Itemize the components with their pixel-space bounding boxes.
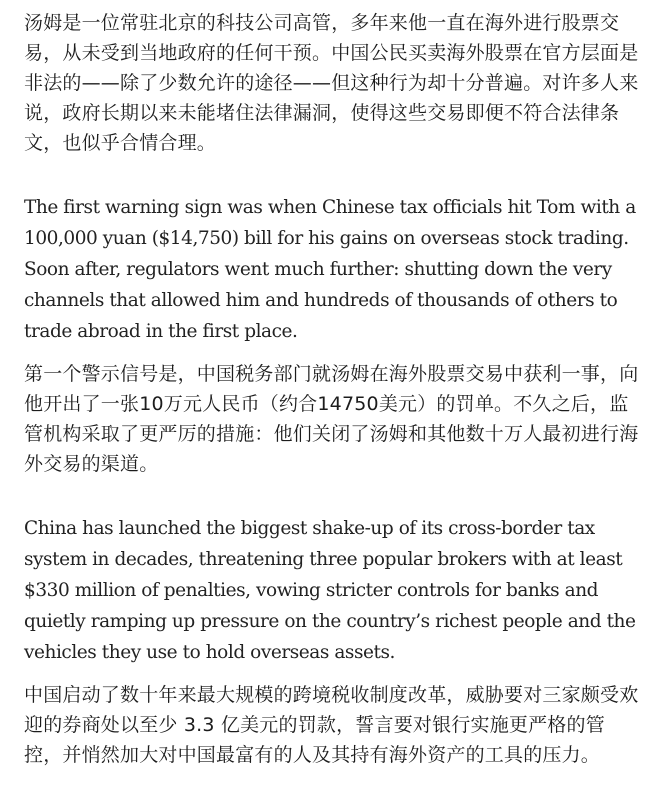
paragraph-en-warning-sign: The first warning sign was when Chinese tax officials hit Tom with a 100,000 yuan ($14,750) bill for his gains on overseas stock trading. Soon after, regulators went much further: shutting down the very channels that allowed him and hundreds of thousands of others to trade abroad in the first place. (24, 197, 636, 342)
paragraph-en-shake-up: China has launched the biggest shake-up of its cross-border tax system in decades, threatening three popular brokers with at least $330 million of penalties, vowing stricter controls for banks and quietly ramping up pressure on the country’s richest people and the vehicles they use to hold overseas assets. (24, 518, 636, 663)
paragraph-zh-intro: 汤姆是一位常驻北京的科技公司高管，多年来他一直在海外进行股票交易，从未受到当地政府的任何干预。中国公民买卖海外股票在官方层面是非法的——除了少数允许的途径——但这种行为却十分普遍。对许多人来说，政府长期以来未能堵住法律漏洞，使得这些交易即便不符合法律条文，也似乎合情合理。 (24, 12, 639, 154)
paragraph-zh-warning-sign: 第一个警示信号是，中国税务部门就汤姆在海外股票交易中获利一事，向他开出了一张10万元人民币（约合14750美元）的罚单。不久之后，监管机构采取了更严厉的措施：他们关闭了汤姆和其他数十万人最初进行海外交易的渠道。 (24, 363, 639, 475)
paragraph-zh-shake-up: 中国启动了数十年来最大规模的跨境税收制度改革，威胁要对三家颇受欢迎的券商处以至少 3.3 亿美元的罚款，誓言要对银行实施更严格的管控，并悄然加大对中国最富有的人及其持有海外资产的工具的压力。 (24, 684, 639, 766)
